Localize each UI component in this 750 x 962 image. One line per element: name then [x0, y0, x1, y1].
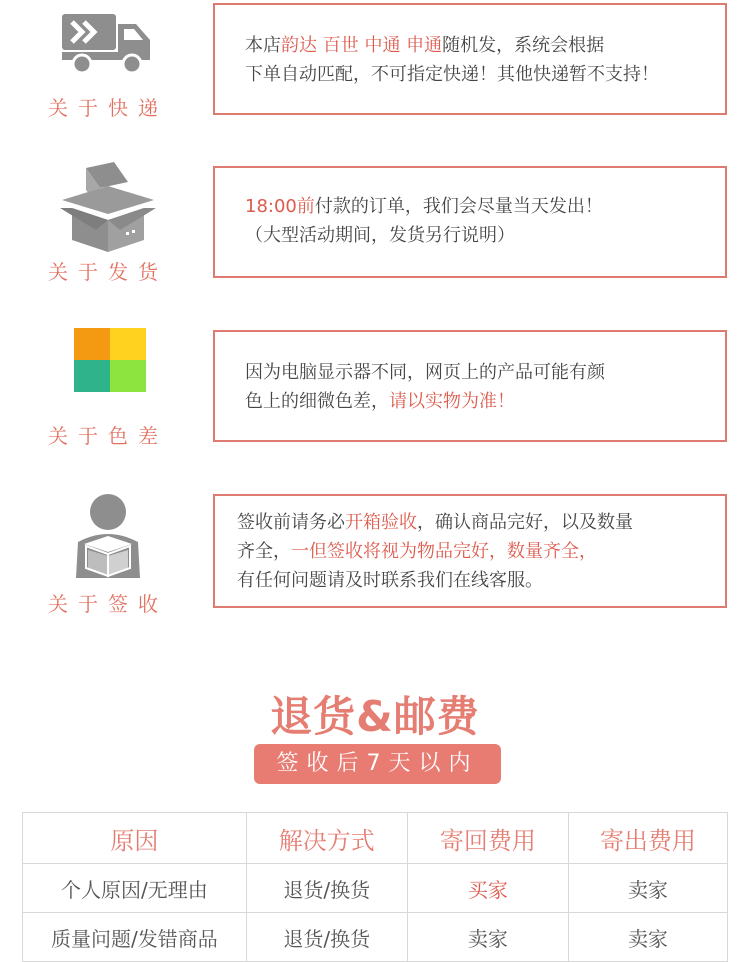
caption-color: 关于色差: [48, 424, 168, 448]
notice-box-sign: [213, 494, 727, 608]
highlight-text: 请以实物为准！: [389, 391, 515, 412]
table-row: [23, 864, 728, 913]
returns-badge: 签收后7天以内: [254, 744, 501, 784]
notice-text: 本店: [245, 35, 281, 56]
notice-text: 随机发，系统会根据: [442, 35, 605, 56]
cell-send-cost: 卖家: [568, 913, 727, 962]
returns-fee-table: [22, 812, 728, 962]
notice-box-express: [213, 3, 727, 115]
notice-text: 有任何问题请及时联系我们在线客服。: [237, 570, 543, 591]
cell-solution: 退货/换货: [246, 864, 407, 913]
highlight-text: 一但签收将视为物品完好，数量齐全，: [291, 541, 597, 562]
caption-express: 关于快递: [48, 96, 168, 120]
notice-text: （大型活动期间，发货另行说明）: [245, 225, 515, 246]
cell-reason: 质量问题/发错商品: [23, 913, 247, 962]
notice-line: [237, 508, 725, 537]
notice-line: [245, 387, 725, 416]
header-send-cost: 寄出费用: [568, 813, 727, 864]
notice-line: [237, 566, 725, 595]
notice-box-shipping: [213, 166, 727, 278]
returns-title: 退货&邮费: [270, 692, 480, 741]
box-icon: [58, 160, 158, 250]
cell-solution: 退货/换货: [246, 913, 407, 962]
table-header-row: [23, 813, 728, 864]
header-return-cost: 寄回费用: [407, 813, 568, 864]
header-reason: 原因: [23, 813, 247, 864]
notice-text: 齐全，: [237, 541, 291, 562]
notice-text: 签收前请务必: [237, 512, 345, 533]
line-list: [245, 358, 725, 416]
person-box-icon: [58, 492, 158, 582]
notice-text: 下单自动匹配，不可指定快递！其他快递暂不支持！: [245, 64, 659, 85]
notice-line: [237, 537, 725, 566]
notice-line: [245, 221, 725, 250]
notice-line: [245, 192, 725, 221]
line-list: [237, 508, 725, 595]
cell-reason: 个人原因/无理由: [23, 864, 247, 913]
notice-text: 付款的订单，我们会尽量当天发出！: [314, 196, 603, 217]
caption-shipping: 关于发货: [48, 260, 168, 284]
line-list: [245, 192, 725, 250]
cell-return-cost: 买家: [407, 864, 568, 913]
caption-sign: 关于签收: [48, 592, 168, 616]
line-list: [245, 31, 725, 89]
truck-icon: [58, 8, 158, 98]
highlight-text: 18:00前: [245, 196, 315, 217]
notice-box-color: [213, 330, 727, 442]
table-row: [23, 913, 728, 962]
notice-text: 因为电脑显示器不同，网页上的产品可能有颜: [245, 362, 605, 383]
notice-text: 色上的细微色差，: [245, 391, 389, 412]
cell-return-cost: 卖家: [407, 913, 568, 962]
notice-line: [245, 60, 725, 89]
cell-send-cost: 卖家: [568, 864, 727, 913]
color-palette-icon: [74, 328, 146, 392]
highlight-text: 韵达 百世 中通 申通: [281, 35, 443, 56]
highlight-text: 开箱验收: [345, 512, 417, 533]
notice-line: [245, 358, 725, 387]
notice-text: ，确认商品完好，以及数量: [417, 512, 633, 533]
notice-line: [245, 31, 725, 60]
header-solution: 解决方式: [246, 813, 407, 864]
